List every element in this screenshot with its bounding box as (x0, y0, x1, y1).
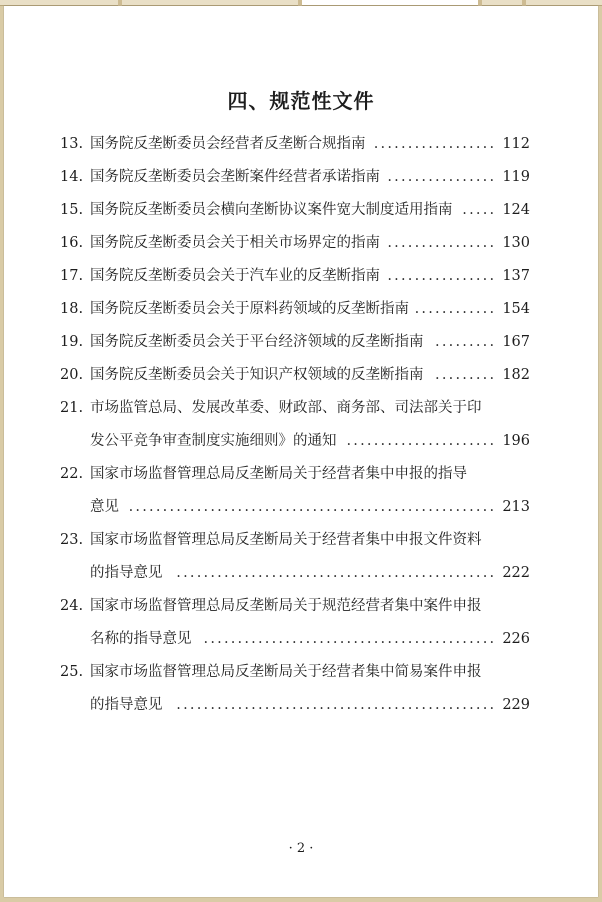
toc-entry-line[interactable] (4, 590, 598, 623)
toc-entry-line[interactable] (4, 194, 598, 227)
toc-entry-line[interactable] (4, 161, 598, 194)
toc-entry-page: 167 (502, 334, 530, 350)
toc-entry-page: 154 (502, 301, 530, 317)
toc-entry-page: 229 (502, 697, 530, 713)
toc-entry-leader (204, 623, 530, 656)
toc-entry-page: 182 (502, 367, 530, 383)
toc-entry-leader (387, 227, 530, 260)
dot-leader: ..... (462, 202, 497, 218)
toc-entry-leader (176, 689, 530, 722)
toc-entry-line[interactable] (4, 623, 598, 656)
dot-leader: .................. (373, 136, 497, 152)
toc-entry-title: 国务院反垄断委员会关于原料药领域的反垄断指南 (90, 301, 409, 317)
page-number: · 2 · (288, 841, 314, 856)
dot-leader: ...................... (346, 433, 497, 449)
toc-entry-leader (176, 557, 530, 590)
toc-entry-leader (347, 425, 531, 458)
toc-entry-line[interactable] (4, 359, 598, 392)
toc-entry-line[interactable] (4, 326, 598, 359)
toc-entry-number: 24. (60, 598, 84, 614)
toc-entry-line[interactable] (4, 689, 598, 722)
dot-leader: ......... (435, 367, 497, 383)
toc-entry-number: 22. (60, 466, 84, 482)
toc-entry-page: 112 (502, 136, 530, 152)
toc-entry-number: 23. (60, 532, 84, 548)
dot-leader: ................ (387, 235, 497, 251)
toc-entry-page: 130 (502, 235, 530, 251)
toc-entry-page: 119 (502, 169, 530, 185)
toc-entry-number: 20. (60, 367, 84, 383)
toc-entry-title: 名称的指导意见 (90, 631, 192, 647)
toc-entry-title: 国家市场监督管理总局反垄断局关于经营者集中简易案件申报 (90, 664, 482, 680)
toc-entry-title: 意见 (90, 499, 119, 515)
toc-entry-leader (374, 128, 530, 161)
toc-entry-title: 国务院反垄断委员会关于知识产权领域的反垄断指南 (90, 367, 424, 383)
toc-entry-leader (415, 293, 530, 326)
toc-entry-line[interactable] (4, 392, 598, 425)
toc-entry-page: 222 (502, 565, 530, 581)
toc-entry-title: 发公平竞争审查制度实施细则》的通知 (90, 433, 337, 449)
dot-leader: ........................................... (203, 631, 497, 647)
toc-entry-line[interactable] (4, 425, 598, 458)
toc-entry-page: 213 (502, 499, 530, 515)
toc-entry-leader (129, 491, 530, 524)
dot-leader: ............ (414, 301, 497, 317)
toc-entry-leader (387, 161, 530, 194)
toc-entry-line[interactable] (4, 260, 598, 293)
toc-entry-number: 18. (60, 301, 84, 317)
toc-entry-title: 的指导意见 (90, 565, 163, 581)
toc-entry-page: 137 (502, 268, 530, 284)
toc-entry-number: 14. (60, 169, 84, 185)
dot-leader: ................ (387, 268, 497, 284)
toc-entry-title: 国务院反垄断委员会经营者反垄断合规指南 (90, 136, 366, 152)
toc-entry-number: 17. (60, 268, 84, 284)
toc-entry-number: 21. (60, 400, 84, 416)
toc-entry-title: 国务院反垄断委员会横向垄断协议案件宽大制度适用指南 (90, 202, 453, 218)
toc-entry-title: 国家市场监督管理总局反垄断局关于经营者集中申报文件资料 (90, 532, 482, 548)
document-page (4, 6, 598, 897)
toc-entry-line[interactable] (4, 524, 598, 557)
toc-entry-title: 国务院反垄断委员会关于平台经济领域的反垄断指南 (90, 334, 424, 350)
dot-leader: ............................................... (176, 565, 497, 581)
dot-leader: ................ (387, 169, 497, 185)
toc-entry-line[interactable] (4, 491, 598, 524)
dot-leader: ......... (435, 334, 497, 350)
dot-leader: ...................................................... (128, 499, 497, 515)
toc-entry-line[interactable] (4, 557, 598, 590)
toc-entry-title: 国家市场监督管理总局反垄断局关于规范经营者集中案件申报 (90, 598, 482, 614)
toc-entry-line[interactable] (4, 656, 598, 689)
toc-entry-page: 196 (502, 433, 530, 449)
toc-entry-leader (435, 326, 530, 359)
toc-entry-line[interactable] (4, 128, 598, 161)
toc-entry-number: 15. (60, 202, 84, 218)
toc-entry-title: 市场监管总局、发展改革委、财政部、商务部、司法部关于印 (90, 400, 482, 416)
toc-entry-page: 226 (502, 631, 530, 647)
toc-entry-number: 25. (60, 664, 84, 680)
toc-entry-line[interactable] (4, 458, 598, 491)
toc-entry-title: 国务院反垄断委员会关于汽车业的反垄断指南 (90, 268, 380, 284)
toc-entry-number: 19. (60, 334, 84, 350)
toc-entry-line[interactable] (4, 227, 598, 260)
toc-entry-leader (435, 359, 530, 392)
toc-entry-title: 国务院反垄断委员会关于相关市场界定的指南 (90, 235, 380, 251)
toc-entry-number: 13. (60, 136, 84, 152)
dot-leader: ............................................... (176, 697, 497, 713)
toc-entry-title: 国家市场监督管理总局反垄断局关于经营者集中申报的指导 (90, 466, 467, 482)
toc-entry-leader (387, 260, 530, 293)
section-heading: 四、规范性文件 (227, 89, 375, 113)
toc-entry-leader (462, 194, 530, 227)
toc-entry-page: 124 (502, 202, 530, 218)
toc-entry-number: 16. (60, 235, 84, 251)
toc-entry-line[interactable] (4, 293, 598, 326)
toc-entry-title: 国务院反垄断委员会垄断案件经营者承诺指南 (90, 169, 380, 185)
toc-entry-title: 的指导意见 (90, 697, 163, 713)
